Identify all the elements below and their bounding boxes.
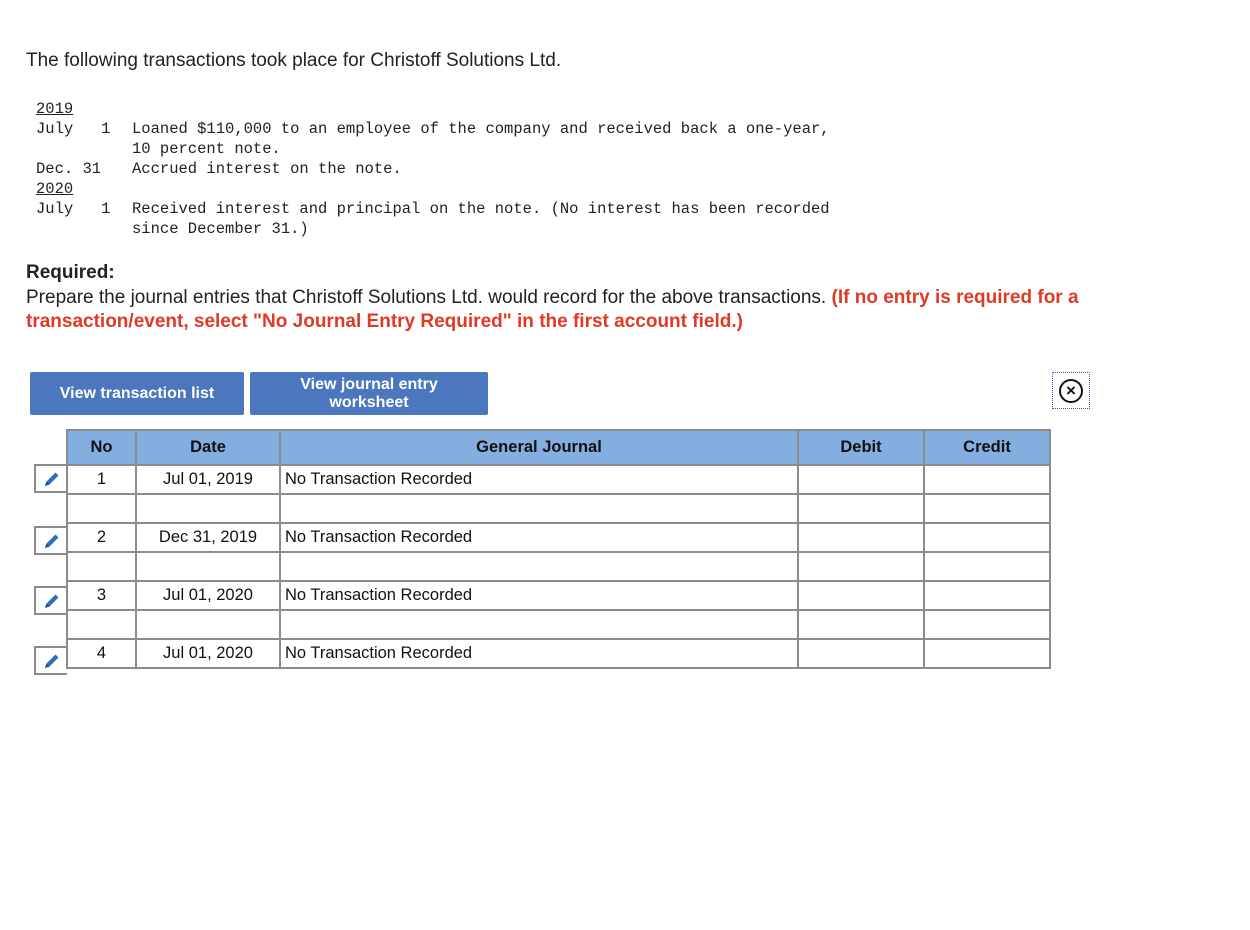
entry-account: No Transaction Recorded [280, 581, 798, 610]
blank-cell [924, 610, 1050, 639]
blank-cell [136, 610, 280, 639]
entry-debit [798, 465, 924, 494]
column-header-debit: Debit [798, 430, 924, 465]
entry-date: Jul 01, 2020 [136, 639, 280, 668]
entry-credit [924, 639, 1050, 668]
view-transaction-list-button[interactable]: View transaction list [30, 372, 244, 415]
transaction-date: July 1 [36, 200, 111, 218]
required-heading: Required: [26, 262, 115, 283]
transaction-description: since December 31.) [132, 220, 309, 238]
pencil-icon [42, 651, 62, 671]
entry-number: 3 [67, 581, 136, 610]
transaction-description: Received interest and principal on the note. (No interest has been recorded [132, 200, 830, 218]
entry-credit [924, 465, 1050, 494]
view-journal-entry-worksheet-button[interactable]: View journal entry worksheet [250, 372, 488, 415]
edit-entry-2-button[interactable] [34, 526, 67, 555]
edit-entry-4-button[interactable] [34, 646, 67, 675]
blank-cell [67, 494, 136, 523]
blank-cell [280, 494, 798, 523]
blank-cell [136, 494, 280, 523]
table-header-row [67, 430, 1050, 465]
required-text: Prepare the journal entries that Christoff Solutions Ltd. would record for the above transactions. [26, 287, 827, 308]
entry-debit [798, 523, 924, 552]
intro-text: The following transactions took place for Christoff Solutions Ltd. [26, 50, 562, 71]
entry-number: 2 [67, 523, 136, 552]
column-header-no: No [67, 430, 136, 465]
pencil-icon [42, 591, 62, 611]
blank-cell [280, 552, 798, 581]
table-row-blank [67, 552, 1050, 581]
general-journal-table [66, 429, 1051, 669]
column-header-date: Date [136, 430, 280, 465]
column-header-credit: Credit [924, 430, 1050, 465]
entry-account: No Transaction Recorded [280, 465, 798, 494]
entry-account: No Transaction Recorded [280, 639, 798, 668]
year-label: 2019 [36, 100, 74, 118]
entry-date: Jul 01, 2020 [136, 581, 280, 610]
blank-cell [924, 552, 1050, 581]
entry-date: Dec 31, 2019 [136, 523, 280, 552]
transaction-description: Loaned $110,000 to an employee of the company and received back a one-year, [132, 120, 830, 138]
entry-number: 1 [67, 465, 136, 494]
blank-cell [67, 552, 136, 581]
entry-debit [798, 639, 924, 668]
required-warning: (If no entry is required for a transaction/event, select "No Journal Entry Required" in the first account field.) [26, 287, 1079, 332]
table-row [67, 581, 1050, 610]
blank-cell [798, 494, 924, 523]
year-label: 2020 [36, 180, 74, 198]
blank-cell [798, 552, 924, 581]
transaction-description: 10 percent note. [132, 140, 281, 158]
blank-cell [280, 610, 798, 639]
close-button[interactable] [1052, 372, 1090, 409]
transaction-date: Dec. 31 [36, 160, 102, 178]
pencil-icon [42, 469, 62, 489]
entry-debit [798, 581, 924, 610]
required-instructions [26, 286, 1216, 334]
table-row [67, 639, 1050, 668]
table-row [67, 523, 1050, 552]
entry-credit [924, 581, 1050, 610]
entry-account: No Transaction Recorded [280, 523, 798, 552]
close-circle-icon: × [1059, 379, 1083, 403]
entry-date: Jul 01, 2019 [136, 465, 280, 494]
table-row-blank [67, 610, 1050, 639]
blank-cell [136, 552, 280, 581]
table-row [67, 465, 1050, 494]
pencil-icon [42, 531, 62, 551]
transaction-description: Accrued interest on the note. [132, 160, 402, 178]
column-header-general-journal: General Journal [280, 430, 798, 465]
table-row-blank [67, 494, 1050, 523]
entry-credit [924, 523, 1050, 552]
edit-entry-1-button[interactable] [34, 464, 67, 493]
edit-entry-3-button[interactable] [34, 586, 67, 615]
transaction-date: July 1 [36, 120, 111, 138]
blank-cell [798, 610, 924, 639]
blank-cell [67, 610, 136, 639]
blank-cell [924, 494, 1050, 523]
entry-number: 4 [67, 639, 136, 668]
